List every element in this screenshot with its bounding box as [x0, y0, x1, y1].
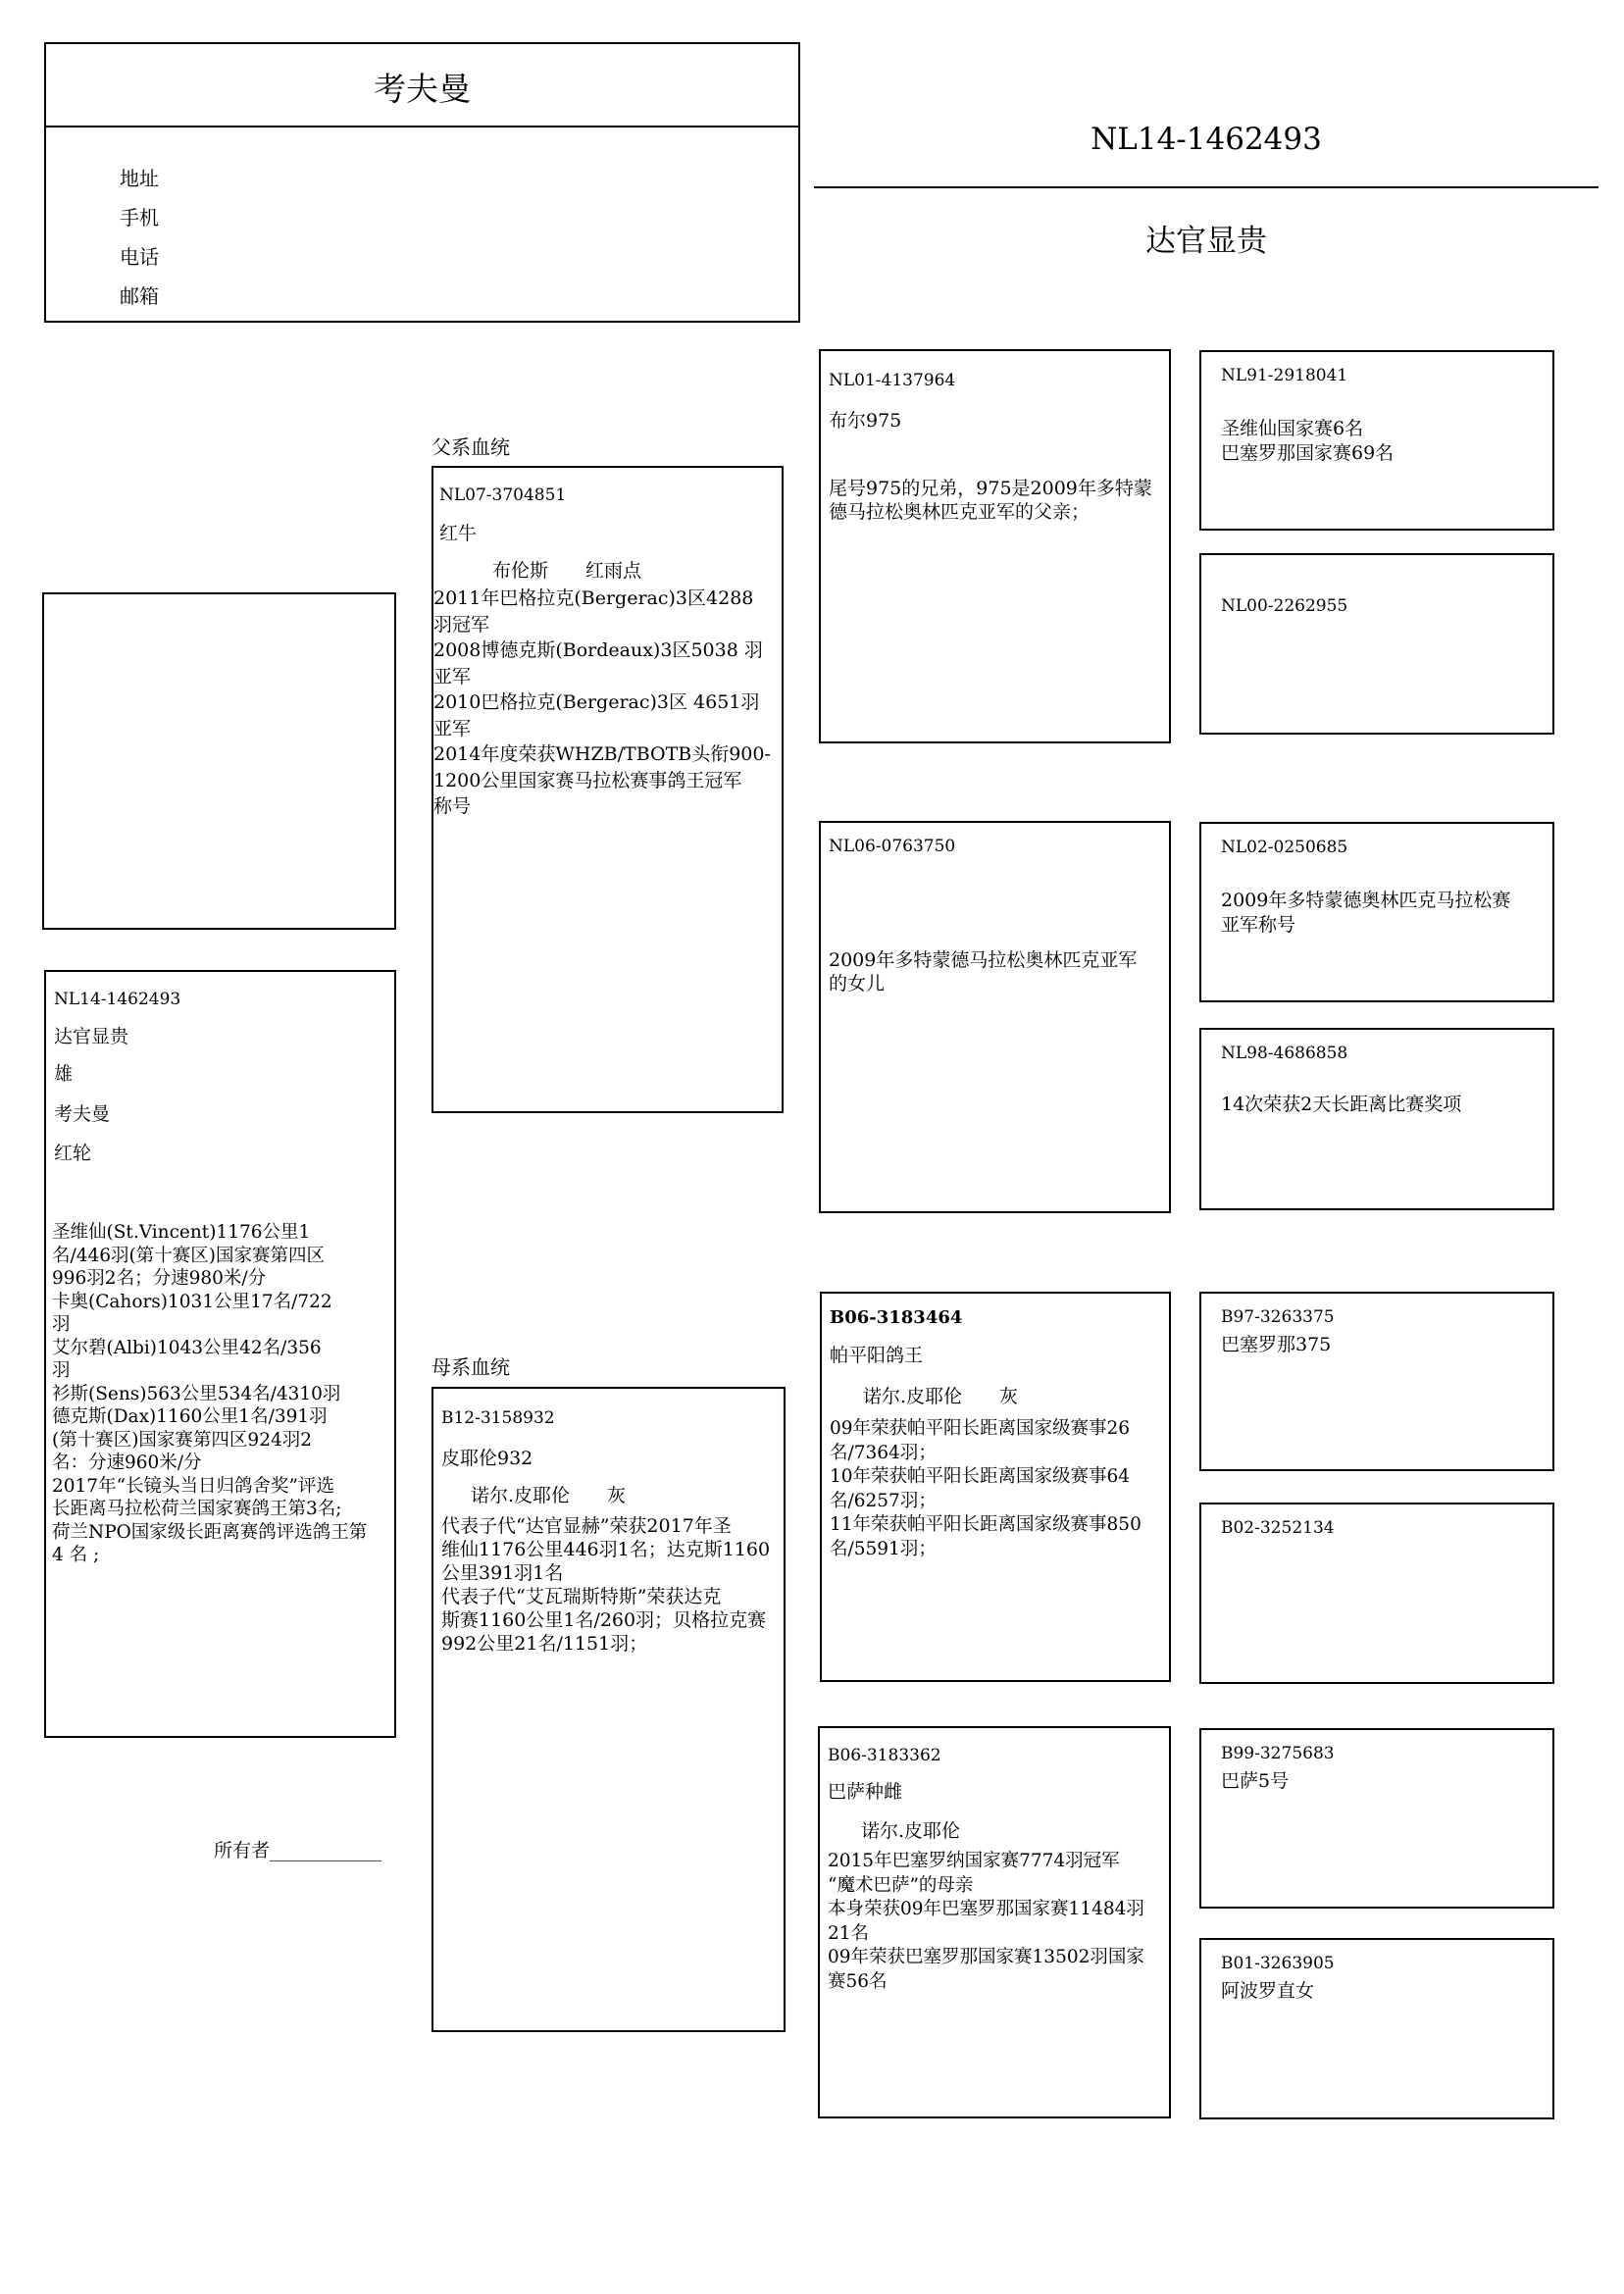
note-line: 名/446羽(第十赛区)国家赛第四区	[52, 1245, 325, 1266]
note-line: 名/6257羽；	[830, 1490, 937, 1511]
note-line: 斯赛1160公里1名/260羽；贝格拉克赛	[441, 1609, 767, 1631]
note-line: 2011年巴格拉克(Bergerac)3区4288	[433, 587, 754, 609]
photo-frame	[42, 592, 396, 930]
title-ring: NL14-1462493	[1091, 122, 1322, 157]
note-line: 衫斯(Sens)563公里534名/4310羽	[52, 1383, 341, 1404]
note-line: 09年荣获帕平阳长距离国家级赛事26	[830, 1418, 1131, 1439]
sire-section-label: 父系血统	[431, 435, 510, 459]
subject-notes	[52, 1221, 367, 1567]
subject-sex: 雄	[54, 1063, 74, 1085]
gp3-name: 帕平阳鸽王	[830, 1345, 924, 1366]
sire-parents: 布伦斯 红雨点	[492, 560, 642, 582]
ggp-notes	[1221, 1769, 1289, 1794]
owner-name: 考夫曼	[374, 70, 471, 108]
title-divider	[814, 186, 1599, 188]
sire-notes	[433, 586, 771, 820]
subject-ring: NL14-1462493	[54, 990, 181, 1009]
ggp-notes	[1221, 417, 1394, 466]
great-grandparent-card	[1199, 1938, 1554, 2119]
note-line: 尾号975的兄弟，975是2009年多特蒙	[829, 478, 1152, 499]
ggp-notes	[1221, 1333, 1331, 1357]
ggp-ring: NL02-0250685	[1221, 838, 1348, 857]
sire-name: 红牛	[439, 523, 478, 544]
title-name: 达官显贵	[1145, 224, 1267, 259]
note-line: 2014年度荣获WHZB/TBOTB头衔900-	[433, 743, 771, 765]
note-line: 巴萨5号	[1221, 1770, 1290, 1792]
ggp-ring: B99-3275683	[1221, 1744, 1335, 1763]
ggp-notes	[1221, 1979, 1314, 2004]
owner-divider	[46, 126, 798, 127]
subject-breeder: 考夫曼	[54, 1103, 111, 1125]
sire-card	[431, 466, 784, 1113]
note-line: 2009年多特蒙德马拉松奥林匹克亚军	[829, 949, 1138, 971]
note-line: 德马拉松奥林匹克亚军的父亲；	[829, 501, 1091, 523]
note-line: 亚军	[433, 665, 472, 688]
ggp-notes	[1221, 889, 1510, 938]
gp3-notes	[830, 1417, 1142, 1561]
great-grandparent-card	[1199, 822, 1554, 1002]
gp3-ring: B06-3183464	[830, 1307, 963, 1328]
note-line: 巴塞罗那国家赛69名	[1221, 442, 1395, 464]
dam-notes	[441, 1514, 770, 1656]
note-line: 维仙1176公里446羽1名；达克斯1160	[441, 1539, 771, 1560]
note-line: 996羽2名；分速980米/分	[52, 1268, 267, 1289]
subject-color: 红轮	[54, 1143, 92, 1164]
note-line: 艾尔碧(Albi)1043公里42名/356	[52, 1337, 322, 1358]
note-line: 11年荣获帕平阳长距离国家级赛事850	[830, 1514, 1142, 1535]
subject-card	[44, 970, 396, 1738]
note-line: 2010巴格拉克(Bergerac)3区 4651羽	[433, 691, 760, 713]
dam-name: 皮耶伦932	[441, 1448, 533, 1469]
owner-box	[44, 42, 800, 323]
dam-card	[431, 1387, 786, 2032]
owner-field-phone: 电话	[120, 245, 159, 269]
note-line: 代表子代“达官显赫”荣获2017年圣	[441, 1515, 732, 1537]
note-line: 的女儿	[829, 973, 886, 994]
great-grandparent-card	[1199, 350, 1554, 531]
owner-field-address: 地址	[120, 167, 159, 190]
great-grandparent-card	[1199, 1028, 1554, 1210]
granddam-2-card	[818, 1726, 1171, 2118]
ggp-ring: NL91-2918041	[1221, 366, 1348, 385]
note-line: 长距离马拉松荷兰国家赛鸽王第3名;	[52, 1499, 342, 1519]
owner-field-mobile: 手机	[120, 206, 159, 229]
gp3-parents: 诺尔.皮耶伦 灰	[863, 1386, 1019, 1407]
note-line: 10年荣获帕平阳长距离国家级赛事64	[830, 1466, 1131, 1487]
ggp-notes	[1221, 1093, 1461, 1117]
note-line: 亚军	[433, 717, 472, 739]
note-line: “魔术巴萨”的母亲	[828, 1874, 974, 1896]
great-grandparent-card	[1199, 553, 1554, 735]
dam-ring: B12-3158932	[441, 1408, 555, 1428]
gp2-notes	[829, 948, 1137, 995]
gp2-ring: NL06-0763750	[829, 837, 956, 856]
note-line: 卡奥(Cahors)1031公里17名/722	[52, 1291, 332, 1312]
owner-signature-line: 所有者____________	[214, 1840, 382, 1861]
ggp-ring: NL98-4686858	[1221, 1044, 1348, 1063]
note-line: 羽	[52, 1314, 71, 1335]
gp1-ring: NL01-4137964	[829, 371, 956, 390]
ggp-ring: B02-3252134	[1221, 1518, 1335, 1538]
note-line: (第十赛区)国家赛第四区924羽2	[52, 1429, 313, 1451]
note-line: 2017年“长镜头当日归鸽舍奖”评选	[52, 1475, 334, 1497]
gp4-name: 巴萨种雌	[828, 1781, 903, 1803]
note-line: 阿波罗直女	[1221, 1980, 1315, 2002]
note-line: 羽冠军	[433, 613, 490, 636]
ggp-ring: NL00-2262955	[1221, 596, 1348, 616]
note-line: 羽	[52, 1360, 71, 1381]
great-grandparent-card	[1199, 1292, 1554, 1471]
gp4-notes	[828, 1850, 1144, 1994]
note-line: 本身荣获09年巴塞罗那国家赛11484羽	[828, 1899, 1144, 1919]
note-line: 2009年多特蒙德奥林匹克马拉松赛	[1221, 890, 1511, 911]
note-line: 名：分速960米/分	[52, 1453, 202, 1473]
owner-field-email: 邮箱	[120, 284, 159, 308]
granddam-1-card	[819, 821, 1171, 1213]
note-line: 992公里21名/1151羽；	[441, 1633, 648, 1655]
note-line: 2015年巴塞罗纳国家赛7774羽冠军	[828, 1851, 1120, 1871]
note-line: 公里391羽1名	[441, 1562, 564, 1584]
ggp-ring: B97-3263375	[1221, 1307, 1335, 1327]
note-line: 4 名 ;	[52, 1545, 100, 1565]
note-line: 赛56名	[828, 1970, 888, 1992]
grandsire-2-card	[820, 1292, 1171, 1682]
note-line: 德克斯(Dax)1160公里1名/391羽	[52, 1406, 328, 1427]
sire-ring: NL07-3704851	[439, 485, 567, 505]
note-line: 名/5591羽；	[830, 1538, 937, 1559]
note-line: 2008博德克斯(Bordeaux)3区5038 羽	[433, 639, 763, 661]
note-line: 名/7364羽；	[830, 1442, 937, 1463]
dam-parents: 诺尔.皮耶伦 灰	[471, 1485, 627, 1506]
note-line: 14次荣获2天长距离比赛奖项	[1221, 1094, 1462, 1115]
note-line: 巴塞罗那375	[1221, 1334, 1332, 1355]
note-line: 1200公里国家赛马拉松赛事鸽王冠军	[433, 769, 742, 791]
great-grandparent-card	[1199, 1728, 1554, 1909]
note-line: 荷兰NPO国家级长距离赛鸽评选鸽王第	[52, 1521, 368, 1543]
gp4-ring: B06-3183362	[828, 1746, 941, 1765]
note-line: 09年荣获巴塞罗那国家赛13502羽国家	[828, 1947, 1144, 1967]
note-line: 圣维仙(St.Vincent)1176公里1	[52, 1222, 311, 1243]
great-grandparent-card	[1199, 1503, 1554, 1684]
subject-name: 达官显贵	[54, 1026, 129, 1047]
note-line: 亚军称号	[1221, 914, 1296, 936]
note-line: 代表子代“艾瓦瑞斯特斯”荣获达克	[441, 1586, 722, 1607]
note-line: 称号	[433, 795, 472, 817]
gp4-parents: 诺尔.皮耶伦	[861, 1820, 961, 1842]
gp1-name: 布尔975	[829, 410, 902, 432]
gp1-notes	[829, 477, 1152, 524]
grandsire-1-card	[819, 349, 1171, 743]
note-line: 21名	[828, 1922, 870, 1944]
note-line: 圣维仙国家赛6名	[1221, 418, 1364, 439]
ggp-ring: B01-3263905	[1221, 1954, 1335, 1973]
dam-section-label: 母系血统	[431, 1355, 510, 1379]
